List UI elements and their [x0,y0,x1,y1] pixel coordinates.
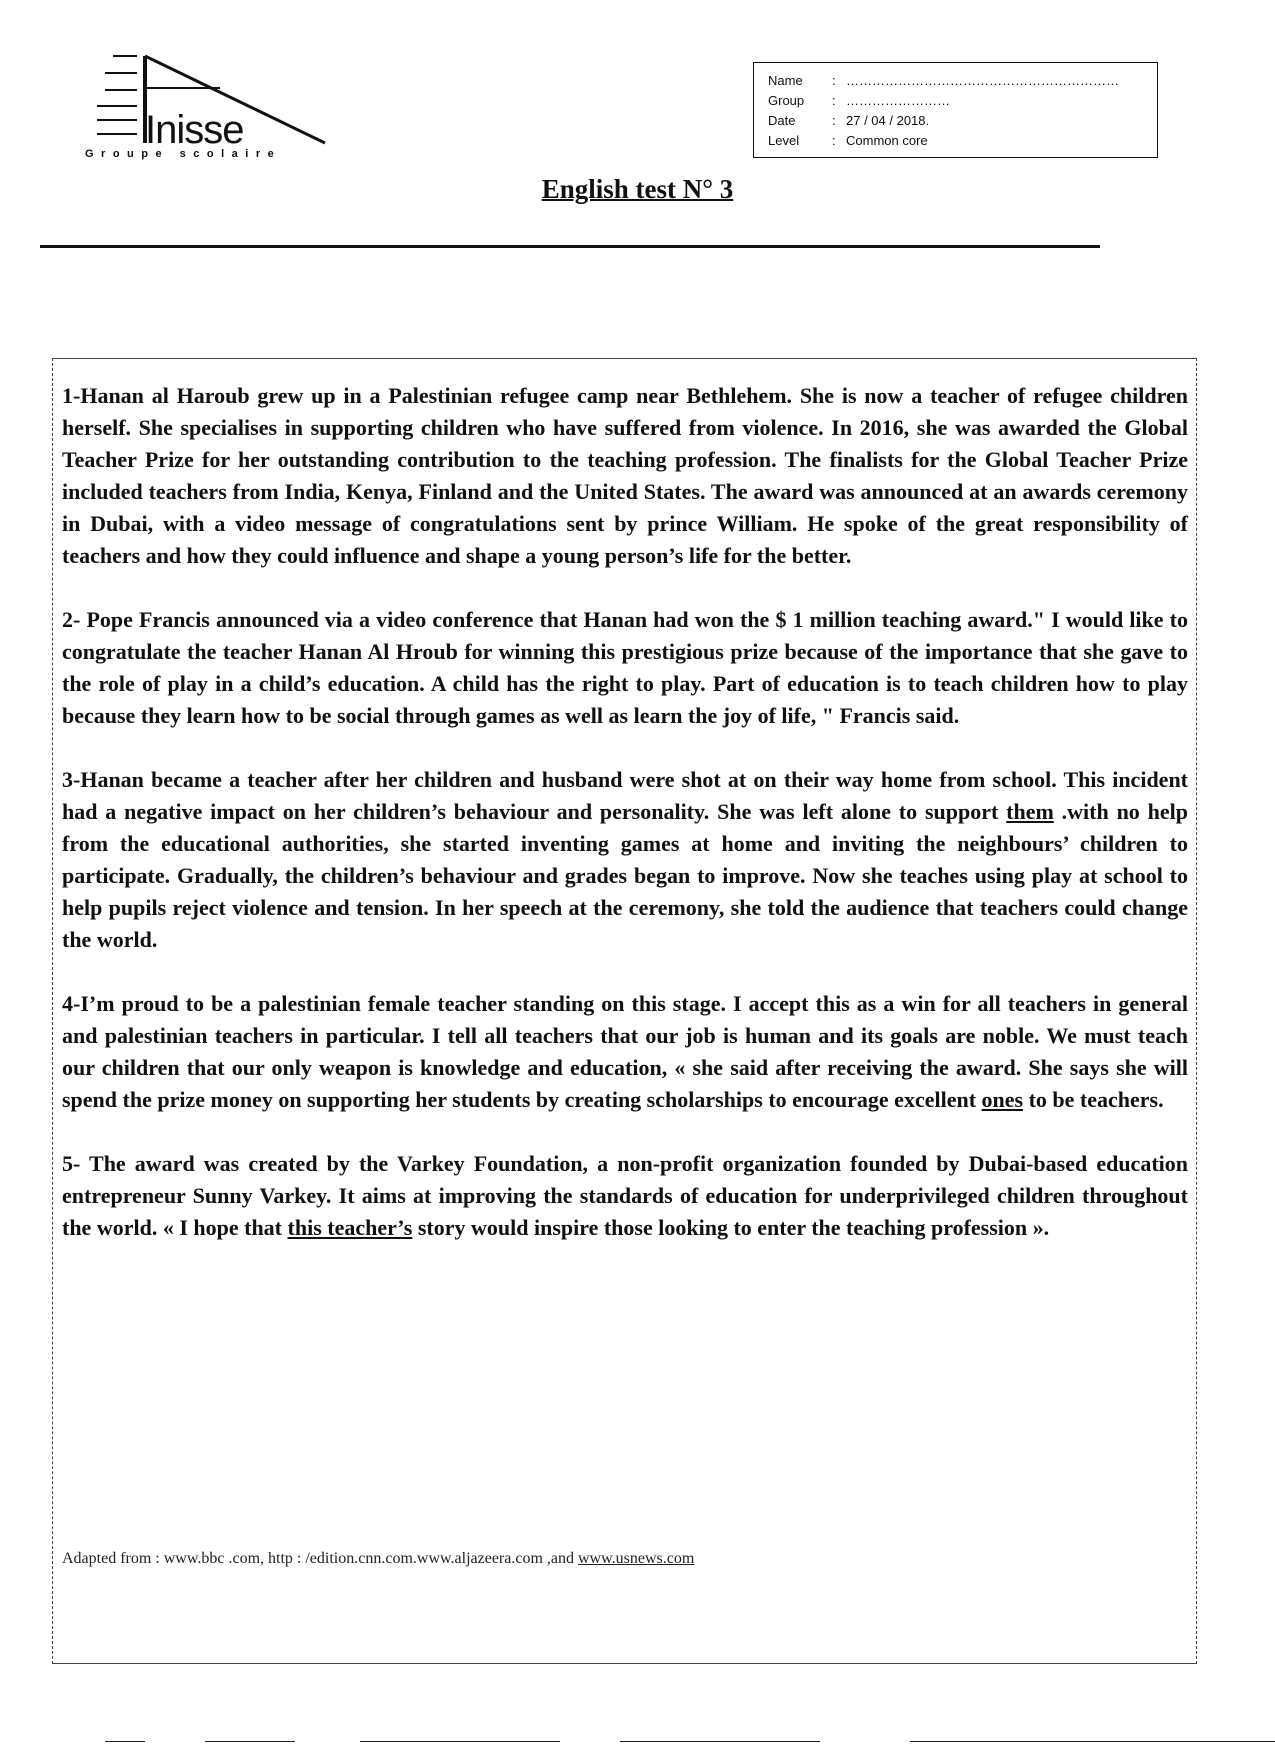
info-row-date: Date : 27 / 04 / 2018. [768,111,1143,131]
page-title: English test N° 3 [541,174,734,204]
paragraph-2: 2- Pope Francis announced via a video conference that Hanan had won the $ 1 million teaching award." I would like to congratulate the teacher Hanan Al Hroub for winning this prestigious prize because of the importance that she gave to the role of play in a child’s education. A child has the right to play. Part of education is to teach children how to play because they learn how to be social through games as well as learn the joy of life, " Francis said. [62,607,1188,728]
school-logo [85,48,355,158]
level-value: Common core [846,133,928,148]
source-link: www.usnews.com [578,1550,695,1567]
info-row-level: Level : Common core [768,131,1143,151]
scan-artifact [105,1741,145,1742]
info-label: Name [768,73,803,88]
student-info-box [753,62,1158,158]
scan-artifact [910,1741,1275,1742]
divider [40,245,1100,248]
paragraph-1: 1-Hanan al Haroub grew up in a Palestinian refugee camp near Bethlehem. She is now a teacher of refugee children herself. She specialises in supporting children who have suffered from violence. In 2016, she was awarded the Global Teacher Prize for her outstanding contribution to the teaching profession. The finalists for the Global Teacher Prize included teachers from India, Kenya, Finland and the United States. The award was announced at an awards ceremony in Dubai, with a video message of congratulations sent by prince William. He spoke of the great responsibility of teachers and how they could influence and shape a young person’s life for the better. [62,383,1188,568]
paragraph-4: 4-I’m proud to be a palestinian female teacher standing on this stage. I accept this as a win for all teachers in general and palestinian teachers in particular. I tell all teachers that our job is human and its goals are noble. We must teach our children that our only weapon is knowledge and education, « she said after receiving the award. She says she will spend the prize money on supporting her students by creating scholarships to encourage excellent ones to be teachers. [62,991,1188,1112]
info-row-group: Group : …………………… [768,91,1143,111]
info-label: Level [768,133,800,148]
name-field[interactable]: ……………………………………………………… [846,73,1119,88]
info-row-name: Name : ……………………………………………………… [768,71,1143,91]
info-label: Date [768,113,796,128]
reading-text [62,380,1188,1276]
source-note: Adapted from : www.bbc .com, http : /edition.cnn.com.www.aljazeera.com ,and www.usnews.com [62,1550,695,1567]
logo-subtitle: Groupe scolaire [85,148,282,160]
paragraph-3: 3-Hanan became a teacher after her children and husband were shot at on their way home from school. This incident had a negative impact on her children’s behaviour and personality. She was left alone to support them .with no help from the educational authorities, she started inventing games at home and inviting the neighbours’ children to participate. Gradually, the children’s behaviour and grades began to improve. Now she teaches using play at school to help pupils reject violence and tension. In her speech at the ceremony, she told the audience that teachers could change the world. [62,767,1188,952]
group-field[interactable]: …………………… [846,93,950,108]
date-value: 27 / 04 / 2018. [846,113,930,128]
scan-artifact [205,1741,295,1742]
logo-name: Inisse [145,108,244,152]
paragraph-5: 5- The award was created by the Varkey Foundation, a non-profit organization founded by Dubai-based education entrepreneur Sunny Varkey. It aims at improving the standards of education for underprivileged children throughout the world. « I hope that this teacher’s story would inspire those looking to enter the teaching profession ». [62,1151,1188,1240]
info-label: Group [768,93,805,108]
scan-artifact [620,1741,820,1742]
scan-artifact [360,1741,560,1742]
